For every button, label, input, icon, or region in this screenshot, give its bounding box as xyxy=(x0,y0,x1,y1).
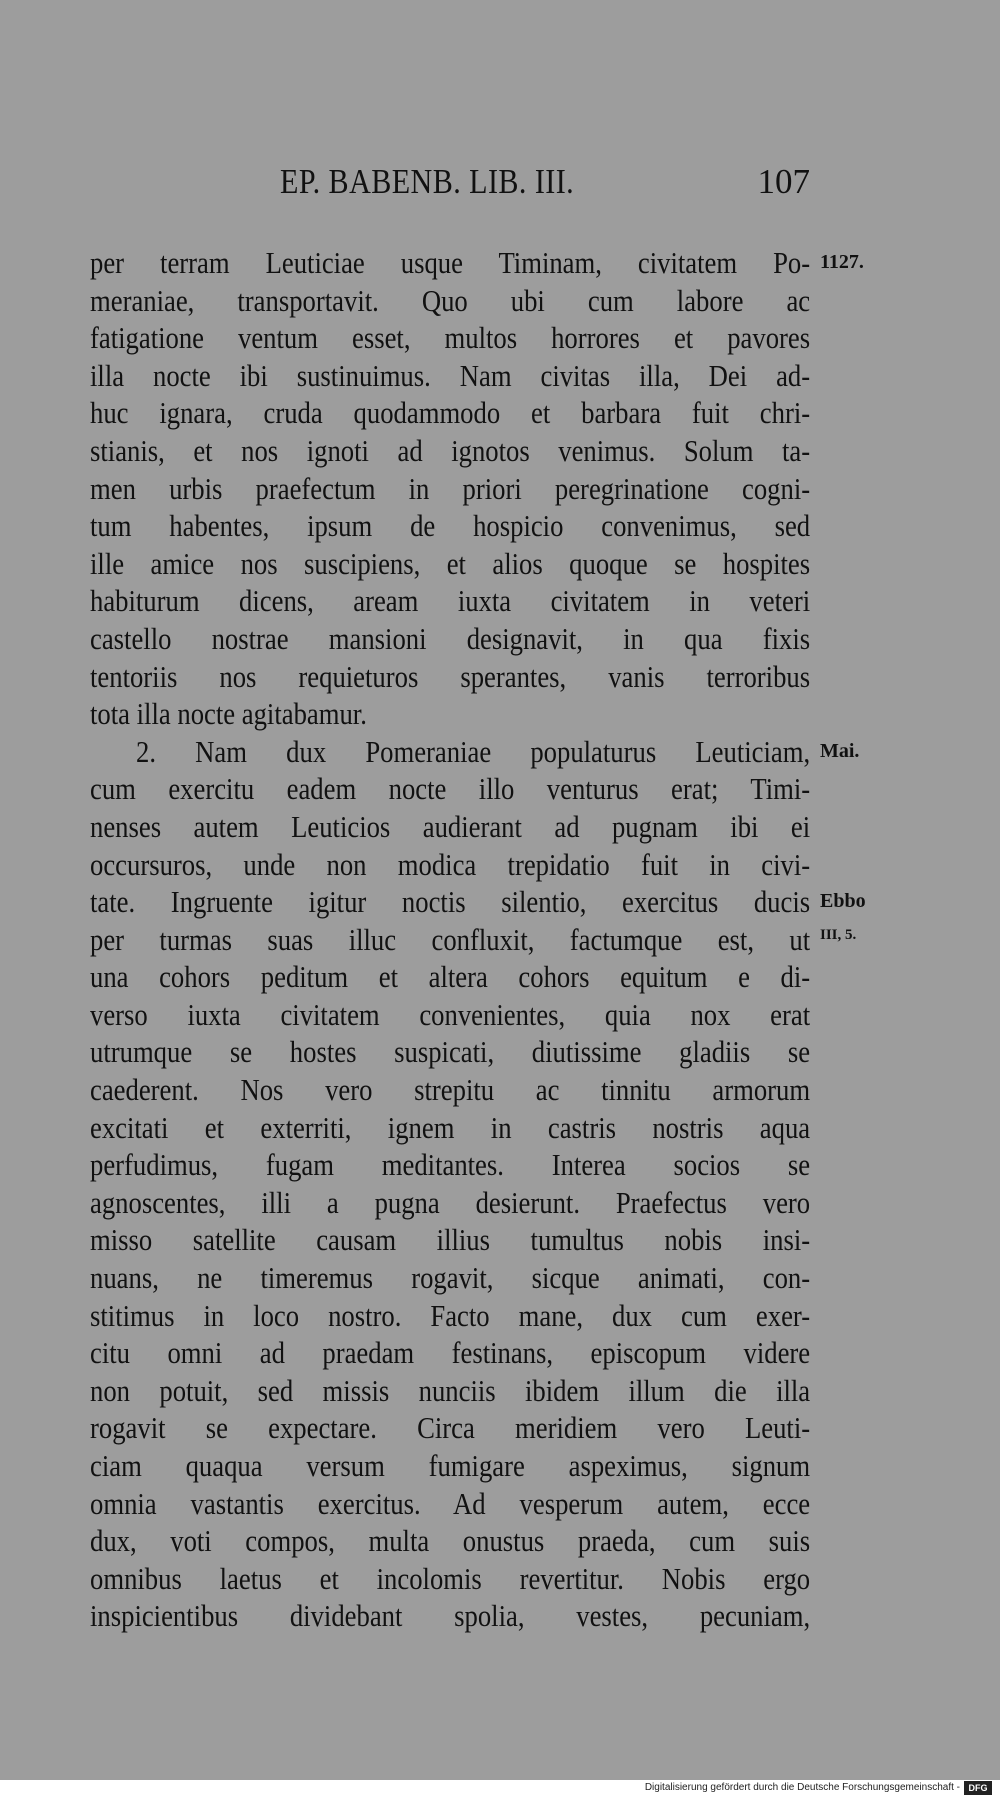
text-line: perfudimus, fugam meditantes. Interea socios se xyxy=(90,1147,811,1183)
text-line: castello nostrae mansioni designavit, in qua fixis xyxy=(90,620,811,656)
text-line: occursuros, unde non modica trepidatio fuit in civi- xyxy=(90,846,811,882)
margin-note-source: Ebbo xyxy=(820,890,866,913)
text-line: utrumque se hostes suspicati, diutissime gladiis se xyxy=(90,1034,811,1070)
text-line: tota illa nocte agitabamur. xyxy=(90,696,367,732)
text-line: stianis, et nos ignoti ad ignotos venimus. Solum ta- xyxy=(90,432,811,468)
body-text xyxy=(90,244,866,1635)
text-line: una cohors peditum et altera cohors equitum e di- xyxy=(90,959,811,995)
text-line: ille amice nos suscipiens, et alios quoque se hospites xyxy=(90,545,811,581)
running-title: EP. BABENB. LIB. III. xyxy=(280,162,575,201)
text-line: per terram Leuticiae usque Timinam, civitatem Po- 1127. xyxy=(90,245,864,280)
text-line: excitati et exterriti, ignem in castris nostris aqua xyxy=(90,1109,811,1145)
text-line: per turmas suas illuc confluxit, factumque est, ut III, 5. xyxy=(90,921,857,957)
text-line: stitimus in loco nostro. Facto mane, dux cum exer- xyxy=(90,1297,811,1333)
margin-note-month: Mai. xyxy=(820,739,860,762)
text-line: men urbis praefectum in priori peregrinatione cogni- xyxy=(90,470,811,506)
text-line: habiturum dicens, aream iuxta civitatem in veteri xyxy=(90,583,811,619)
text-line: illa nocte ibi sustinuimus. Nam civitas illa, Dei ad- xyxy=(90,357,811,393)
text-line: cum exercitu eadem nocte illo venturus erat; Timi- xyxy=(90,771,811,807)
dfg-credit-text: Digitalisierung gefördert durch die Deutsche Forschungsgemeinschaft - xyxy=(644,1782,960,1793)
text-line: agnoscentes, illi a pugna desierunt. Praefectus vero xyxy=(90,1184,811,1220)
text-line: tentoriis nos requieturos sperantes, vanis terroribus xyxy=(90,658,811,694)
running-head xyxy=(280,162,810,206)
text-line: omnibus laetus et incolomis revertitur. Nobis ergo xyxy=(90,1560,811,1596)
text-line: nuans, ne timeremus rogavit, sicque animati, con- xyxy=(90,1260,811,1296)
text-line: rogavit se expectare. Circa meridiem vero Leuti- xyxy=(90,1410,811,1446)
text-line: inspicientibus dividebant spolia, vestes, pecuniam, xyxy=(90,1598,811,1634)
page-number: 107 xyxy=(757,162,810,201)
margin-note-source-ref: III, 5. xyxy=(820,926,857,943)
text-line: nenses autem Leuticios audierant ad pugnam ibi ei xyxy=(90,808,811,844)
text-line: dux, voti compos, multa onustus praeda, cum suis xyxy=(90,1523,811,1559)
text-line: tate. Ingruente igitur noctis silentio, exercitus ducis Ebbo xyxy=(90,884,866,920)
text-line: meraniae, transportavit. Quo ubi cum labore ac xyxy=(90,282,811,318)
text-line: fatigatione ventum esset, multos horrores et pavores xyxy=(90,320,811,356)
footer-bar xyxy=(0,1780,1000,1797)
dfg-logo: DFG xyxy=(964,1781,992,1795)
text-line: caederent. Nos vero strepitu ac tinnitu armorum xyxy=(90,1072,811,1108)
text-line: ciam quaqua versum fumigare aspeximus, signum xyxy=(90,1448,811,1483)
text-line: non potuit, sed missis nunciis ibidem illum die illa xyxy=(90,1372,811,1408)
text-line: huc ignara, cruda quodammodo et barbara fuit chri- xyxy=(90,395,811,431)
text-line: verso iuxta civitatem convenientes, quia nox erat xyxy=(90,996,811,1032)
text-line: citu omni ad praedam festinans, episcopum videre xyxy=(90,1335,811,1371)
text-line: 2. Nam dux Pomeraniae populaturus Leuticiam, Mai. xyxy=(136,733,860,769)
text-line: tum habentes, ipsum de hospicio convenimus, sed xyxy=(90,508,811,544)
text-line: omnia vastantis exercitus. Ad vesperum autem, ecce xyxy=(90,1485,811,1521)
text-line: misso satellite causam illius tumultus nobis insi- xyxy=(90,1222,811,1258)
margin-note-year: 1127. xyxy=(820,251,864,273)
